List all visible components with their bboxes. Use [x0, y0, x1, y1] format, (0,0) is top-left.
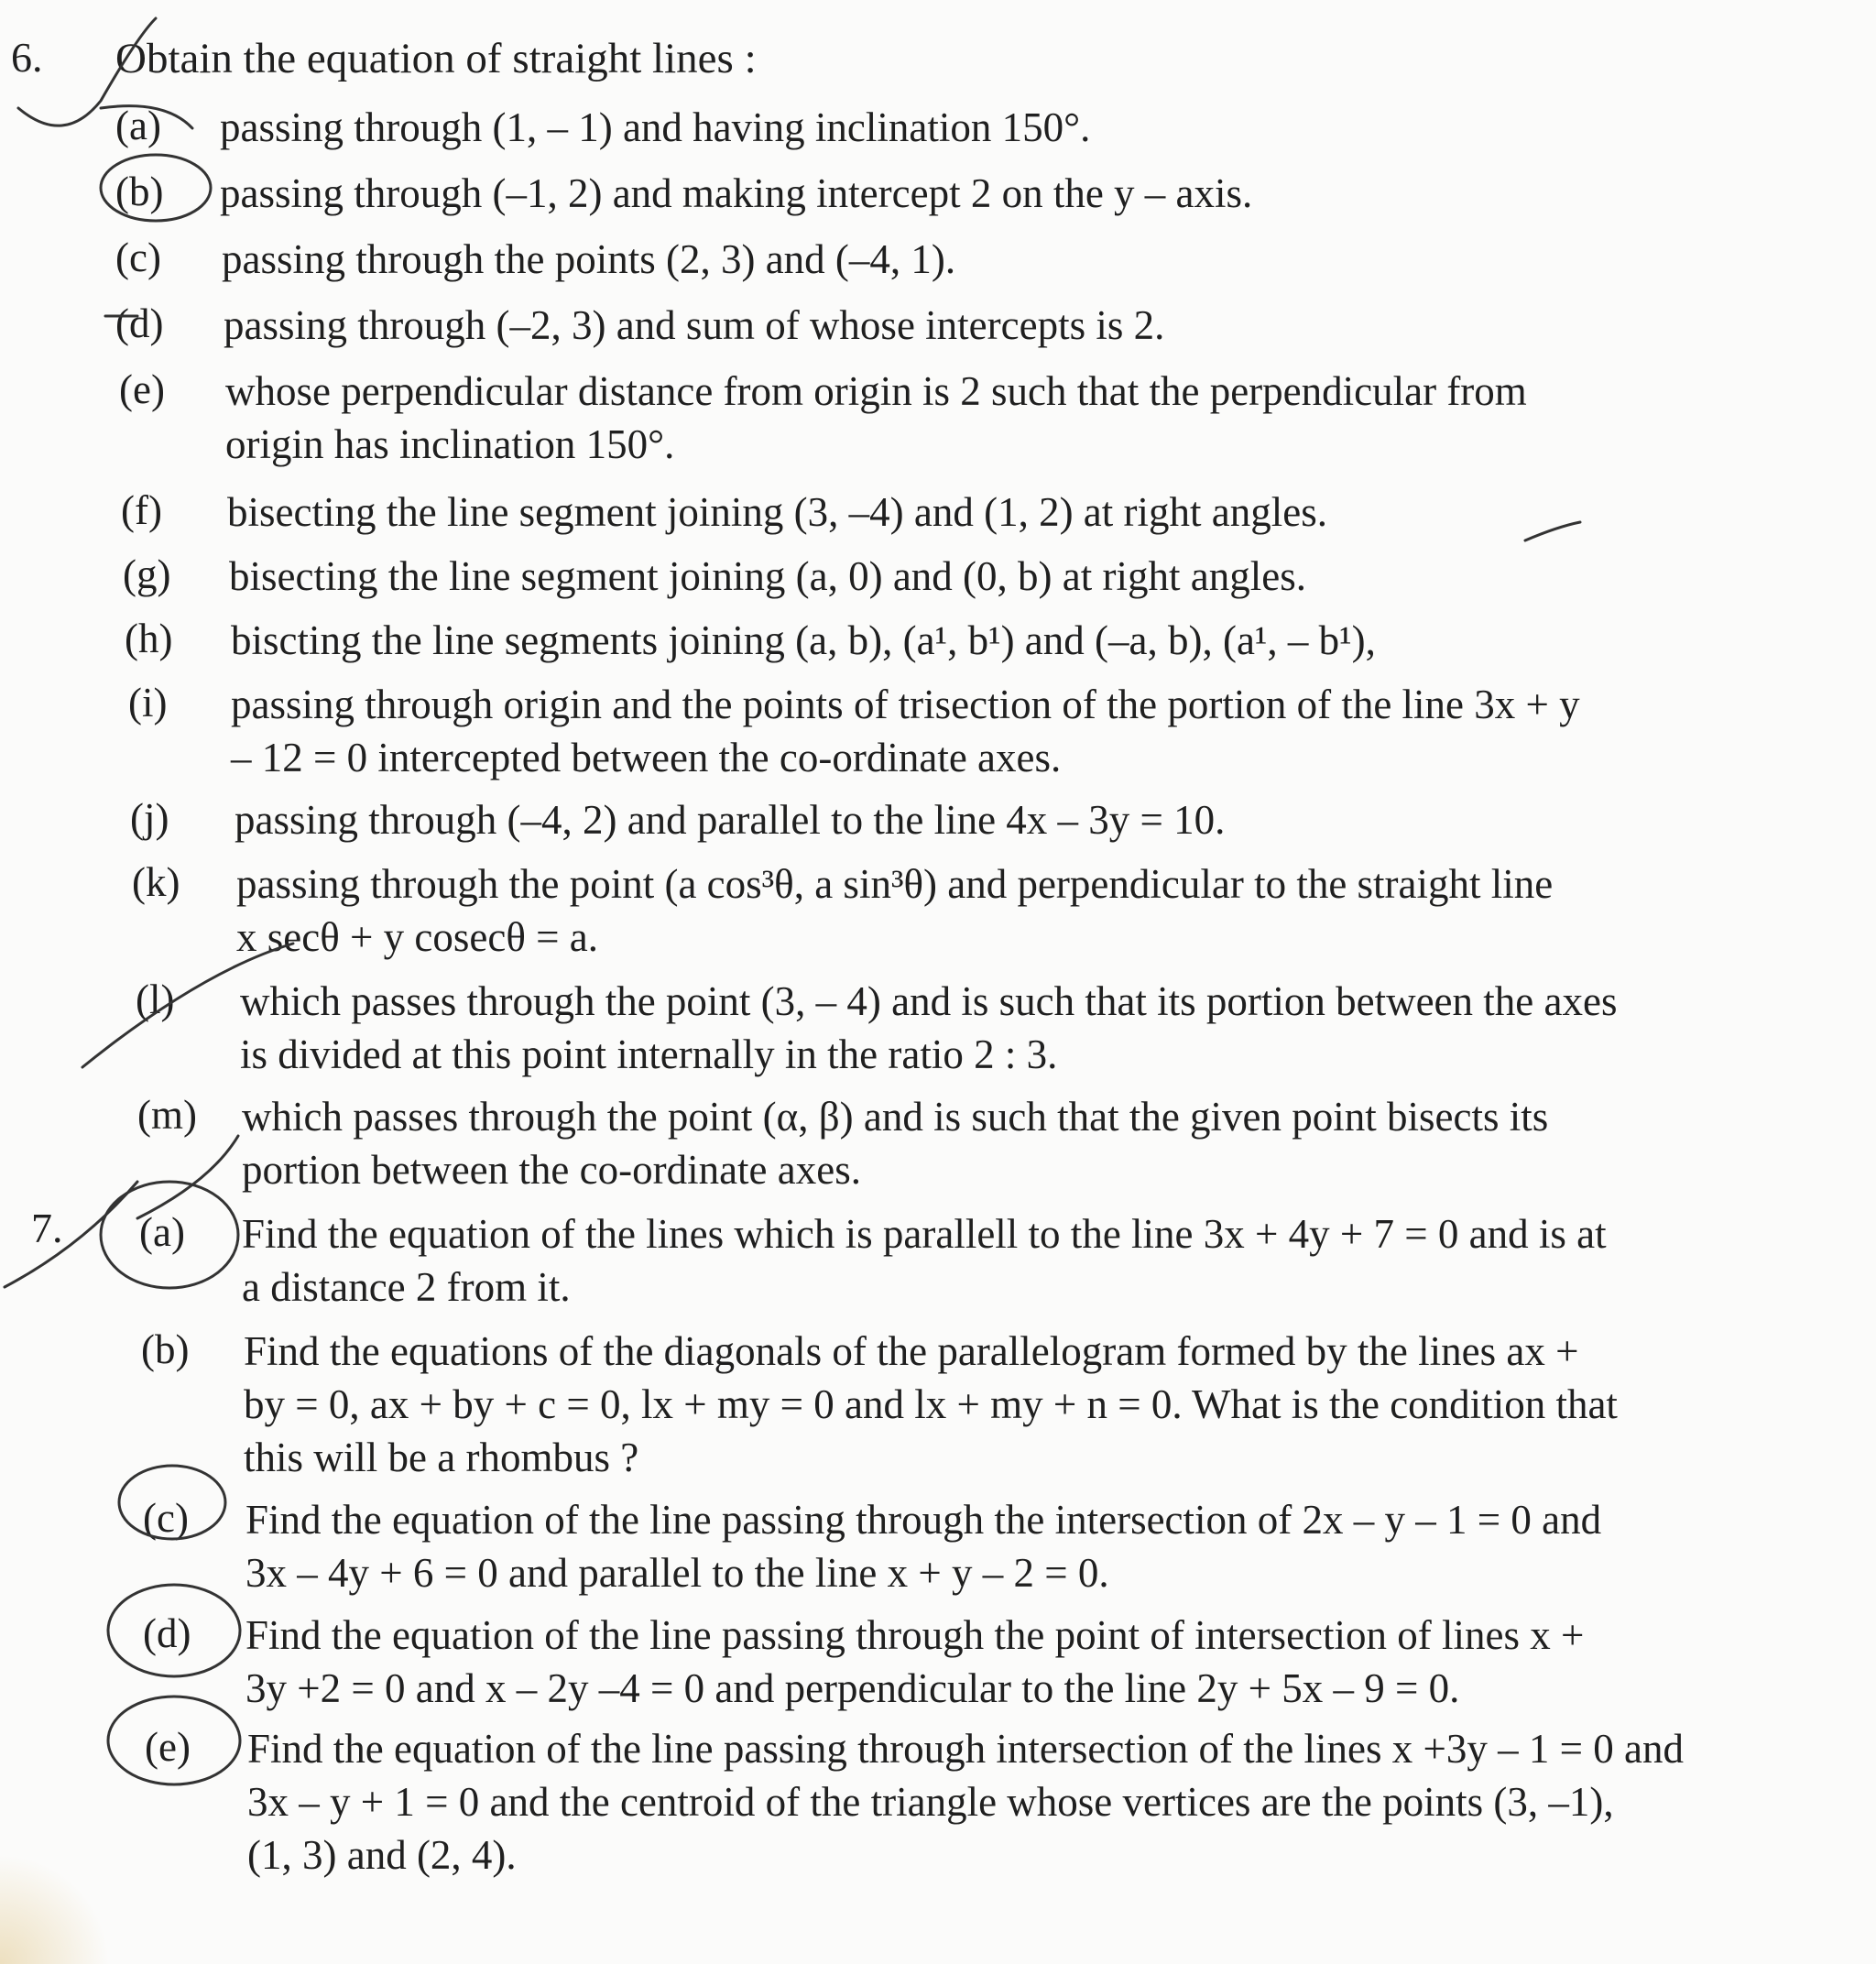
q7-item-e-line-2: 3x – y + 1 = 0 and the centroid of the triangle whose vertices are the points (3, –1), [247, 1779, 1614, 1825]
q6-item-m-line-2: portion between the co-ordinate axes. [242, 1147, 861, 1193]
q6-item-j-line-1: passing through (–4, 2) and parallel to the line 4x – 3y = 10. [234, 797, 1226, 843]
q6-item-h-text [231, 614, 1376, 667]
q7-item-c-label: (c) [143, 1495, 189, 1541]
q6-item-d-label: (d) [115, 300, 164, 346]
q6-item-g-line-1: bisecting the line segment joining (a, 0) and (0, b) at right angles. [229, 553, 1306, 599]
q7-item-b-line-1: Find the equations of the diagonals of the parallelogram formed by the lines ax + [244, 1328, 1579, 1374]
q7-item-e-label: (e) [145, 1724, 191, 1770]
q6-item-g-text [229, 550, 1306, 603]
q7-item-d-text [245, 1609, 1584, 1715]
q6-item-a-line-1: passing through (1, – 1) and having inclination 150°. [220, 104, 1091, 150]
q7-item-a-line-1: Find the equation of the lines which is parallell to the line 3x + 4y + 7 = 0 and is at [242, 1211, 1607, 1257]
checkmark-q7 [5, 1182, 137, 1287]
stroke-mark-q6m [137, 1136, 238, 1218]
q6-item-e-label: (e) [119, 366, 165, 412]
question-7-number: 7. [31, 1205, 63, 1251]
q7-item-d-label: (d) [143, 1610, 191, 1656]
q7-item-b-text [244, 1325, 1618, 1484]
q6-item-i-line-1: passing through origin and the points of trisection of the portion of the line 3x + y [231, 682, 1580, 727]
q6-item-i-text [231, 678, 1580, 784]
q7-item-a-line-2: a distance 2 from it. [242, 1264, 571, 1310]
q7-item-d-line-1: Find the equation of the line passing through the point of intersection of lines x + [245, 1612, 1585, 1658]
q6-item-j-text [234, 793, 1225, 846]
question-6-heading: Obtain the equation of straight lines : [115, 35, 757, 82]
q6-item-c-label: (c) [115, 235, 161, 280]
q7-item-d-line-2: 3y +2 = 0 and x – 2y –4 = 0 and perpendicular to the line 2y + 5x – 9 = 0. [245, 1665, 1460, 1711]
page-corner-shadow [0, 1854, 110, 1964]
q6-item-f-label: (f) [121, 487, 162, 533]
q6-item-k-line-1: passing through the point (a cos³θ, a sin³θ) and perpendicular to the straight line [236, 861, 1554, 907]
q6-item-i-line-2: – 12 = 0 intercepted between the co-ordinate axes. [231, 735, 1062, 780]
q6-item-l-label: (l) [136, 977, 175, 1022]
q6-item-c-text [222, 233, 955, 286]
q7-item-e-text [247, 1722, 1684, 1882]
q7-item-a-label: (a) [139, 1209, 185, 1255]
q6-item-l-line-1: which passes through the point (3, – 4) and is such that its portion between the axes [240, 978, 1618, 1024]
q6-item-e-line-1: whose perpendicular distance from origin is 2 such that the perpendicular from [225, 368, 1527, 414]
q7-item-e-line-1: Find the equation of the line passing through intersection of the lines x +3y – 1 = 0 and [247, 1726, 1684, 1772]
stroke-mark-q6f [1525, 522, 1580, 540]
q6-item-h-label: (h) [125, 616, 173, 661]
q6-item-k-text [236, 857, 1553, 964]
q6-item-a-label: (a) [115, 103, 161, 148]
q6-item-e-text [225, 365, 1527, 471]
q7-item-c-text [245, 1493, 1601, 1599]
q6-item-m-label: (m) [137, 1092, 197, 1138]
q6-item-g-label: (g) [123, 551, 171, 597]
q6-item-b-text [220, 167, 1252, 220]
q7-item-e-line-3: (1, 3) and (2, 4). [247, 1832, 517, 1878]
q7-item-c-line-1: Find the equation of the line passing through the intersection of 2x – y – 1 = 0 and [245, 1497, 1602, 1543]
q6-item-d-line-1: passing through (–2, 3) and sum of whose intercepts is 2. [224, 302, 1165, 348]
q7-item-b-line-2: by = 0, ax + by + c = 0, lx + my = 0 and lx + my + n = 0. What is the condition that [244, 1381, 1618, 1427]
q7-item-a-text [242, 1207, 1607, 1314]
q6-item-j-label: (j) [130, 795, 169, 841]
q6-item-a-text [220, 101, 1090, 154]
q6-item-l-line-2: is divided at this point internally in the ratio 2 : 3. [240, 1031, 1058, 1077]
q7-item-c-line-2: 3x – 4y + 6 = 0 and parallel to the line x + y – 2 = 0. [245, 1550, 1109, 1596]
question-6-number: 6. [11, 34, 43, 81]
q6-item-k-line-2: x secθ + y cosecθ = a. [236, 914, 598, 960]
q6-item-f-text [227, 486, 1327, 539]
q6-item-b-label: (b) [115, 169, 164, 214]
q6-item-e-line-2: origin has inclination 150°. [225, 421, 675, 467]
q7-item-b-line-3: this will be a rhombus ? [244, 1435, 639, 1480]
q6-item-m-line-1: which passes through the point (α, β) and is such that the given point bisects its [242, 1094, 1549, 1140]
q6-item-i-label: (i) [128, 680, 168, 726]
q7-item-b-label: (b) [141, 1326, 190, 1372]
q6-item-h-line-1: biscting the line segments joining (a, b), (a¹, b¹) and (–a, b), (a¹, – b¹), [231, 617, 1376, 663]
q6-item-d-text [224, 299, 1164, 352]
q6-item-m-text [242, 1090, 1548, 1196]
q6-item-k-label: (k) [132, 859, 180, 905]
q6-item-b-line-1: passing through (–1, 2) and making intercept 2 on the y – axis. [220, 170, 1253, 216]
q6-item-c-line-1: passing through the points (2, 3) and (–4, 1). [222, 236, 956, 282]
q6-item-l-text [240, 975, 1617, 1081]
q6-item-f-line-1: bisecting the line segment joining (3, –4) and (1, 2) at right angles. [227, 489, 1327, 535]
